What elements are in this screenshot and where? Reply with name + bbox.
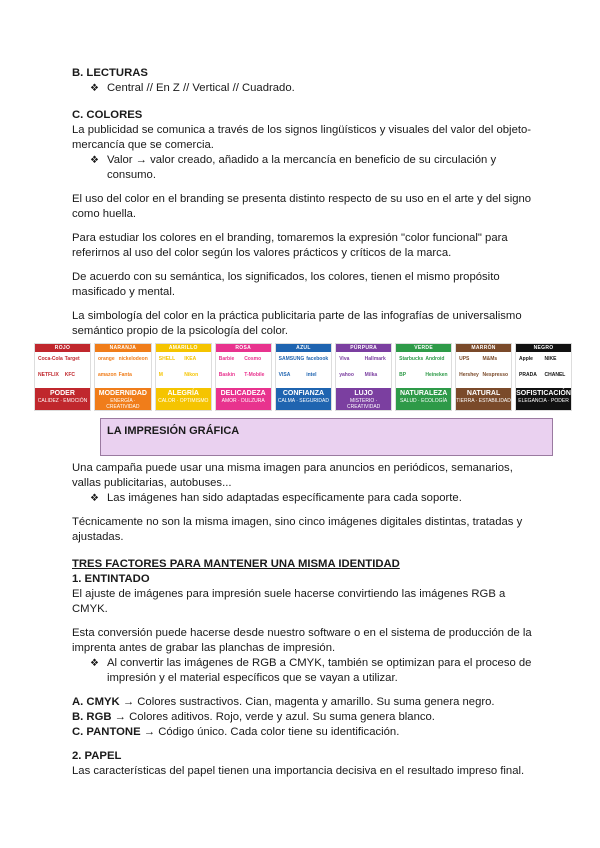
brand-logos xyxy=(336,352,391,388)
color-name: ROJO xyxy=(35,344,90,352)
brand-logo: nickelodeon xyxy=(118,356,148,362)
diamond-bullet-icon: ❖ xyxy=(90,658,99,669)
subsection-title: 1. ENTINTADO xyxy=(72,573,150,585)
bullet-text: Central // En Z // Vertical // Cuadrado. xyxy=(107,82,295,94)
brand-logo: Cosmo xyxy=(244,356,262,362)
color-column xyxy=(155,343,212,411)
color-keyword: DELICADEZA xyxy=(220,390,266,397)
color-subtext: SALUD · ECOLOGÍA xyxy=(400,398,448,404)
color-name: AZUL xyxy=(276,344,332,352)
brand-logo: NETFLIX xyxy=(38,372,59,378)
brand-logo: Apple xyxy=(519,356,533,362)
color-subtext: CALOR · OPTIMISMO xyxy=(158,398,209,404)
brand-logo: BP xyxy=(399,372,407,378)
color-model-label: B. RGB xyxy=(72,711,112,723)
brand-logo: facebook xyxy=(306,356,329,362)
subsection-title: 2. PAPEL xyxy=(72,750,122,762)
list-item xyxy=(72,491,532,506)
document-body xyxy=(72,66,532,339)
brand-logos xyxy=(276,352,332,388)
color-subtext: TIERRA · ESTABILIDAD xyxy=(456,398,511,404)
color-model-line xyxy=(72,695,532,710)
color-name: NARANJA xyxy=(95,344,151,352)
diamond-bullet-icon: ❖ xyxy=(90,155,99,166)
bullet-text: Al convertir las imágenes de RGB a CMYK, también se optimizan para el proceso de impresión y el material específicos que se vayan a utilizar. xyxy=(107,657,532,684)
brand-logo: M xyxy=(158,372,163,378)
color-keyword: LUJO xyxy=(354,390,373,397)
brand-logos xyxy=(516,352,571,388)
brand-logo: Baskin xyxy=(218,372,236,378)
brand-logo: Nespresso xyxy=(482,372,509,378)
color-model-line xyxy=(72,725,532,740)
color-meaning xyxy=(216,388,271,410)
brand-logo: UPS xyxy=(459,356,470,362)
color-meaning xyxy=(396,388,451,410)
brand-logos xyxy=(156,352,211,388)
brand-logo: Target xyxy=(64,356,80,362)
color-model-label: A. CMYK xyxy=(72,696,120,708)
brand-logo: Coca-Cola xyxy=(38,356,63,362)
brand-logo: Starbucks xyxy=(399,356,424,362)
color-column xyxy=(395,343,452,411)
brand-logos xyxy=(216,352,271,388)
section-box xyxy=(100,418,553,456)
color-name: NEGRO xyxy=(516,344,571,352)
paragraph: El uso del color en el branding se presenta distinto respecto de su uso en el arte y del signo como huella. xyxy=(72,193,532,220)
color-name: MARRÓN xyxy=(456,344,511,352)
color-subtext: CALMA · SEGURIDAD xyxy=(277,398,329,404)
color-column xyxy=(94,343,152,411)
section-c-title: C. COLORES xyxy=(72,109,143,121)
list-item xyxy=(72,153,532,183)
color-model-text: → Colores sustractivos. Cian, magenta y amarillo. Su suma genera negro. xyxy=(119,696,495,708)
paragraph: Esta conversión puede hacerse desde nuestro software o en el sistema de producción de la imprenta antes de grabar las planchas de impresión. xyxy=(72,627,532,654)
section-b-title: B. LECTURAS xyxy=(72,67,148,79)
color-column xyxy=(335,343,392,411)
color-model-text: → Colores aditivos. Rojo, verde y azul. Su suma genera blanco. xyxy=(111,711,435,723)
brand-logo: Hershey xyxy=(459,372,479,378)
brand-logo: Android xyxy=(425,356,445,362)
paragraph: Las características del papel tienen una importancia decisiva en el resultado impreso final. xyxy=(72,765,525,777)
paragraph: Técnicamente no son la misma imagen, sino cinco imágenes digitales distintas, tratadas y ajustadas. xyxy=(72,516,523,543)
brand-logo: Hallmark xyxy=(364,356,386,362)
color-meaning xyxy=(276,388,332,410)
brand-logos xyxy=(396,352,451,388)
color-keyword: PODER xyxy=(50,390,75,397)
color-column xyxy=(515,343,572,411)
brand-logo: orange xyxy=(97,356,115,362)
brand-logo: Viva xyxy=(339,356,350,362)
brand-logo: yahoo xyxy=(339,372,354,378)
color-model-line xyxy=(72,710,532,725)
color-meaning xyxy=(516,388,571,410)
color-name: VERDE xyxy=(396,344,451,352)
color-psychology-infographic xyxy=(34,343,572,411)
list-item xyxy=(72,81,532,96)
color-keyword: MODERNIDAD xyxy=(98,390,147,397)
paragraph: Para estudiar los colores en el branding, tomaremos la expresión "color funcional" para referirnos al uso del color según los valores prácticos y críticos de la marca. xyxy=(72,232,508,259)
color-meaning xyxy=(156,388,211,410)
brand-logo: intel xyxy=(306,372,317,378)
color-keyword: SOFISTICACIÓN xyxy=(516,390,571,397)
brand-logo: PRADA xyxy=(519,372,537,378)
brand-logo: M&Ms xyxy=(482,356,498,362)
color-subtext: ELEGANCIA · PODER xyxy=(518,398,569,404)
color-keyword: NATURALEZA xyxy=(399,390,448,397)
color-meaning xyxy=(95,388,151,410)
brand-logo: T-Mobile xyxy=(244,372,265,378)
brand-logos xyxy=(35,352,90,388)
bullet-text: Las imágenes han sido adaptadas específicamente para cada soporte. xyxy=(107,492,462,504)
brand-logo: Milka xyxy=(364,372,378,378)
brand-logo: VISA xyxy=(278,372,291,378)
diamond-bullet-icon: ❖ xyxy=(90,493,99,504)
color-column xyxy=(275,343,333,411)
color-model-text: → Código único. Cada color tiene su identificación. xyxy=(140,726,400,738)
color-name: ROSA xyxy=(216,344,271,352)
brand-logo: amazon xyxy=(97,372,117,378)
list-item xyxy=(72,656,532,686)
paragraph: El ajuste de imágenes para impresión suele hacerse convirtiendo las imágenes RGB a CMYK. xyxy=(72,588,506,615)
paragraph: De acuerdo con su semántica, los significados, los colores, tienen el mismo propósito masificado y mental. xyxy=(72,271,500,298)
color-column xyxy=(34,343,91,411)
paragraph: La simbología del color en la práctica publicitaria parte de las infografías de universalismo semántico propio de la psicología del color. xyxy=(72,310,522,337)
bullet-text: Valor → valor creado, añadido a la mercancía en beneficio de su circulación y consumo. xyxy=(107,154,497,181)
brand-logo: SHELL xyxy=(158,356,176,362)
color-meaning xyxy=(35,388,90,410)
color-column xyxy=(215,343,272,411)
brand-logo: Fanta xyxy=(118,372,132,378)
paragraph: Una campaña puede usar una misma imagen para anuncios en periódicos, semanarios, vallas publicitarias, autobuses... xyxy=(72,462,513,489)
color-name: AMARILLO xyxy=(156,344,211,352)
color-name: PÚRPURA xyxy=(336,344,391,352)
paragraph: La publicidad se comunica a través de los signos lingüísticos y visuales del valor del objeto-mercancía que se comercia. xyxy=(72,124,532,151)
color-subtext: AMOR · DULZURA xyxy=(221,398,265,404)
brand-logos xyxy=(95,352,151,388)
color-meaning xyxy=(336,388,391,410)
color-subtext: MISTERIO · CREATIVIDAD xyxy=(347,398,381,410)
brand-logo: Barbie xyxy=(218,356,235,362)
box-title: LA IMPRESIÓN GRÁFICA xyxy=(107,425,240,437)
color-model-label: C. PANTONE xyxy=(72,726,141,738)
color-keyword: ALEGRÍA xyxy=(167,390,199,397)
brand-logo: NIKE xyxy=(544,356,557,362)
color-subtext: CALIDEZ · EMOCIÓN xyxy=(37,398,88,404)
brand-logo: KFC xyxy=(64,372,76,378)
color-column xyxy=(455,343,512,411)
color-keyword: NATURAL xyxy=(466,390,501,397)
brand-logo: CHANEL xyxy=(544,372,566,378)
diamond-bullet-icon: ❖ xyxy=(90,83,99,94)
color-meaning xyxy=(456,388,511,410)
brand-logo: SAMSUNG xyxy=(278,356,305,362)
color-subtext: ENERGÍA · CREATIVIDAD xyxy=(106,398,140,410)
brand-logo: IKEA xyxy=(184,356,197,362)
factores-title: TRES FACTORES PARA MANTENER UNA MISMA IDENTIDAD xyxy=(72,558,400,570)
color-keyword: CONFIANZA xyxy=(282,390,325,397)
brand-logos xyxy=(456,352,511,388)
document-body-continued xyxy=(72,455,532,779)
brand-logo: Heineken xyxy=(425,372,448,378)
brand-logo: Nikon xyxy=(184,372,199,378)
